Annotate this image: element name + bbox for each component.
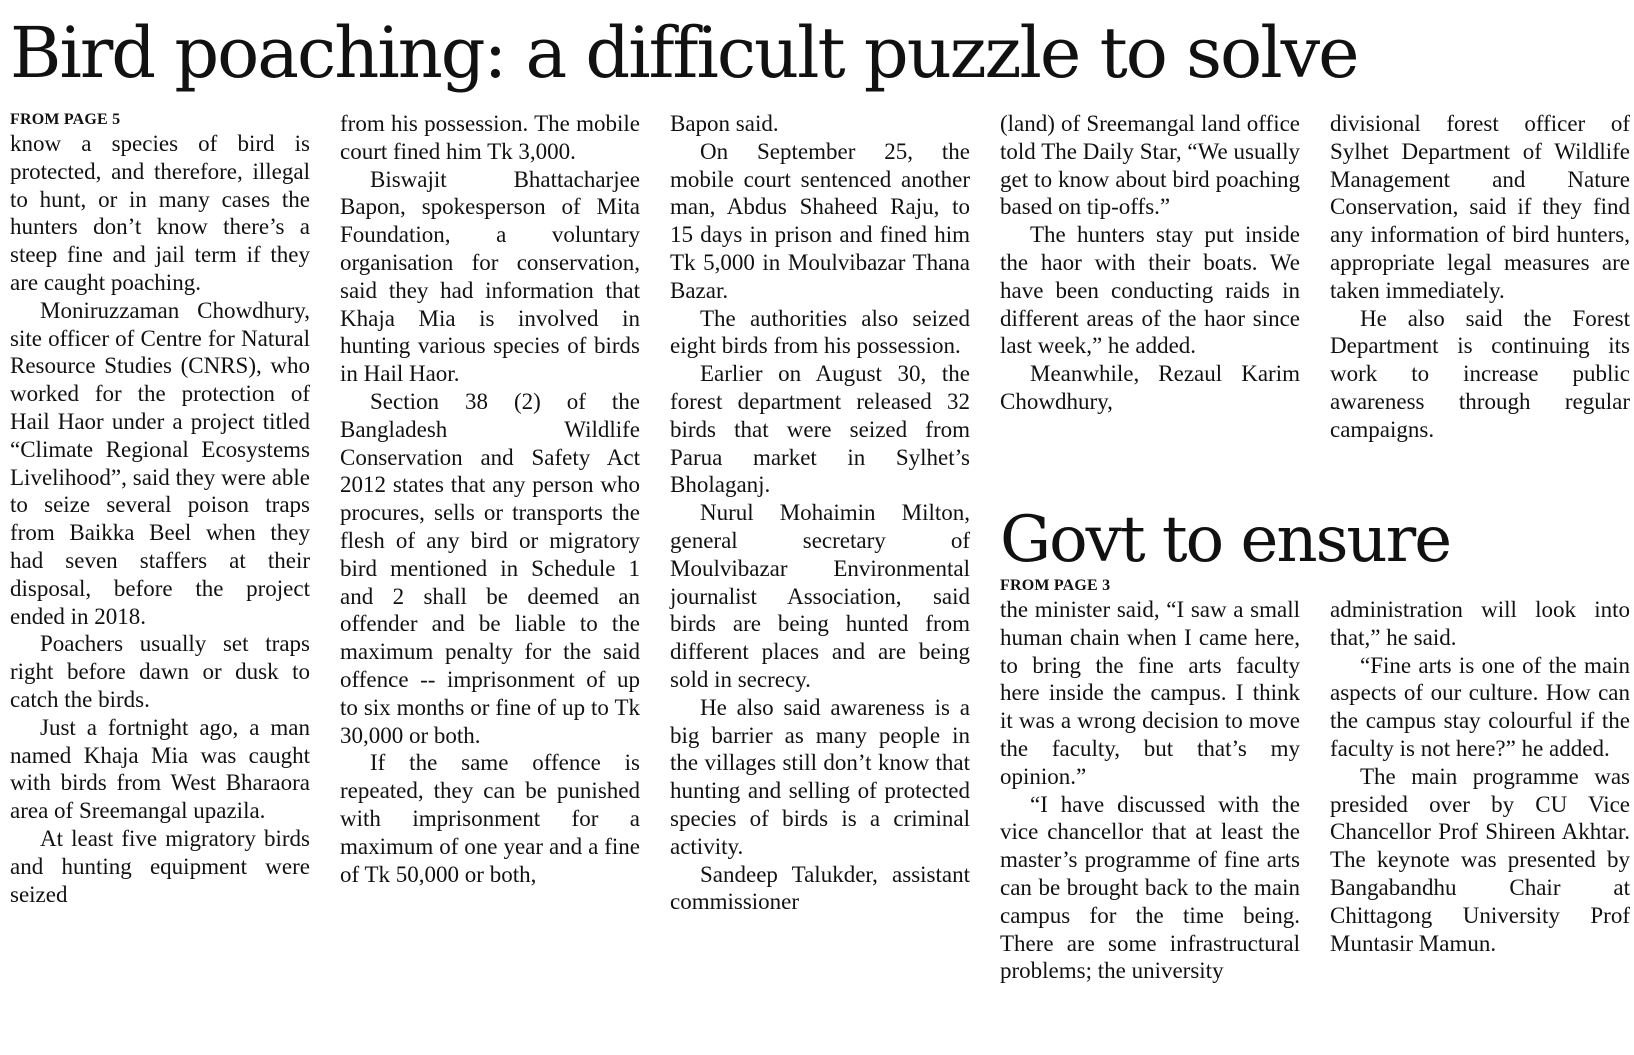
paragraph: (land) of Sreemangal land office told The Daily Star, “We usually get to know about bird poaching based on tip-offs.” [1000,111,1300,220]
paragraph: He also said the Forest Department is continuing its work to increase public awareness through regular campaigns. [1330,305,1630,442]
paragraph: Nurul Mohaimin Milton, general secretary of Moulvibazar Environmental journalist Association, said birds are being hunted from different places and are being sold in secrecy. [670,500,970,692]
paragraph: On September 25, the mobile court sentenced another man, Abdus Shaheed Raju, to 15 days in prison and fined him Tk 5,000 in Moulvibazar Thana Bazar. [670,138,970,303]
paragraph: the minister said, “I saw a small human chain when I came here, to bring the fine arts faculty here inside the campus. I think it was a wrong decision to move the faculty, but that’s my opinion.” [1000,597,1300,789]
column-spacer [1330,576,1630,596]
paragraph: If the same offence is repeated, they can be punished with imprisonment for a maximum of one year and a fine of Tk 50,000 or both, [340,750,640,887]
paragraph: The main programme was presided over by CU Vice Chancellor Prof Shireen Akhtar. The keynote was presented by Bangabandhu Chair at Chittagong University Prof Muntasir Mamun. [1330,763,1630,956]
paragraph: Poachers usually set traps right before dawn or dusk to catch the birds. [10,631,310,712]
story1-column-1 [10,110,310,908]
headline-govt-to-ensure: Govt to ensure [1000,503,1451,577]
jump-line: FROM PAGE 3 [1000,577,1111,594]
paragraph: know a species of bird is protected, and therefore, illegal to hunt, or in many cases the hunters don’t know there’s a steep fine and jail term if they are caught poaching. [10,131,310,295]
paragraph: The hunters stay put inside the haor with their boats. We have been conducting raids in different areas of the haor since last week,” he added. [1000,222,1300,359]
story1-column-3 [670,110,970,916]
paragraph: He also said awareness is a big barrier as many people in the villages still don’t know that hunting and selling of protected species of birds is a criminal activity. [670,694,970,859]
paragraph: Just a fortnight ago, a man named Khaja Mia was caught with birds from West Bharaora area of Sreemangal upazila. [10,714,310,824]
paragraph: “Fine arts is one of the main aspects of our culture. How can the campus stay colourful if the faculty is not here?” he added. [1330,652,1630,761]
paragraph: At least five migratory birds and hunting equipment were seized [10,825,310,907]
paragraph: Moniruzzaman Chowdhury, site officer of Centre for Natural Resource Studies (CNRS), who worked for the protection of Hail Haor under a project titled “Climate Regional Ecosystems Livelihood”, said they were able to seize several poison traps from Baikka Beel when they had seven staffers at their disposal, before the project ended in 2018. [10,297,310,629]
paragraph: divisional forest officer of Sylhet Department of Wildlife Management and Nature Conservation, said if they find any information of bird hunters, appropriate legal measures are taken immediately. [1330,111,1630,303]
paragraph: Biswajit Bhattacharjee Bapon, spokesperson of Mita Foundation, a voluntary organisation for conservation, said they had information that Khaja Mia is involved in hunting various species of birds in Hail Haor. [340,166,640,387]
story2-column-1 [1000,576,1300,985]
paragraph: Meanwhile, Rezaul Karim Chowdhury, [1000,361,1300,414]
story2-column-2 [1330,576,1630,957]
story1-column-5 [1330,110,1630,444]
paragraph: Bapon said. [670,111,779,136]
paragraph: “I have discussed with the vice chancellor that at least the master’s programme of fine arts can be brought back to the main campus for the time being. There are some infrastructural problems; the university [1000,791,1300,984]
paragraph: administration will look into that,” he said. [1330,597,1630,650]
story1-column-4 [1000,110,1300,416]
paragraph: The authorities also seized eight birds from his possession. [670,305,970,359]
paragraph: from his possession. The mobile court fined him Tk 3,000. [340,111,640,164]
jump-line: FROM PAGE 5 [10,111,121,128]
paragraph: Earlier on August 30, the forest department released 32 birds that were seized from Parua market in Sylhet’s Bholaganj. [670,361,970,498]
paragraph: Sandeep Talukder, assistant commissioner [670,861,970,915]
headline-bird-poaching: Bird poaching: a difficult puzzle to solve [10,12,1358,94]
story1-column-2 [340,110,640,888]
paragraph: Section 38 (2) of the Bangladesh Wildlife Conservation and Safety Act 2012 states that any person who procures, sells or transports the flesh of any bird or migratory bird mentioned in Schedule 1 and 2 shall be deemed an offender and be liable to the maximum penalty for the said offence -- imprisonment of up to six months or fine of up to Tk 30,000 or both. [340,388,640,748]
